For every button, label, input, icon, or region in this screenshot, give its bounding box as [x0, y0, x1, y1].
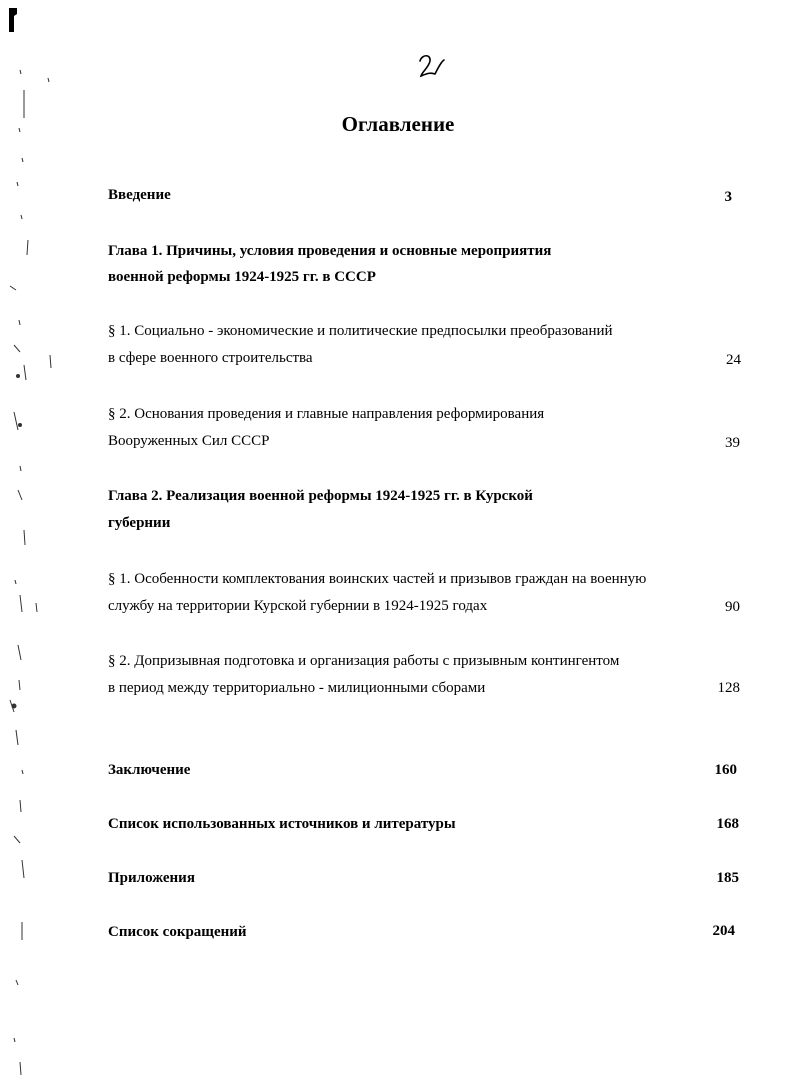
toc-chapter1-section1-page: 24 — [726, 352, 741, 368]
toc-chapter1-section2-line2: Вооруженных Сил СССР — [108, 433, 270, 449]
toc-chapter2-section2-line1: § 2. Допризывная подготовка и организация работы с призывным контингентом — [108, 653, 620, 669]
toc-abbreviations-page: 204 — [712, 923, 735, 939]
toc-chapter2-section1-page: 90 — [725, 599, 740, 615]
toc-chapter1-section2-line1: § 2. Основания проведения и главные направления реформирования — [108, 406, 545, 422]
toc-introduction-page: 3 — [724, 189, 732, 205]
handwritten-page-number — [416, 52, 446, 80]
toc-appendices-label: Приложения — [108, 870, 195, 886]
scan-corner-mark — [8, 8, 18, 32]
scan-edge-marks — [0, 0, 60, 1083]
toc-chapter2-section1-line1: § 1. Особенности комплектования воинских частей и призывов граждан на военную — [108, 571, 647, 587]
toc-conclusion-page: 160 — [714, 762, 737, 778]
toc-chapter1-section2-page: 39 — [725, 435, 740, 451]
toc-chapter2-section2-line2: в период между территориально - милиционными сборами — [108, 680, 486, 696]
toc-chapter2-section2-page: 128 — [717, 680, 740, 696]
page-title: Оглавление — [341, 112, 455, 136]
toc-chapter1-section1-line1: § 1. Социально - экономические и политические предпосылки преобразований — [108, 323, 613, 339]
toc-sources-label: Список использованных источников и литературы — [108, 816, 456, 832]
toc-abbreviations-label: Список сокращений — [108, 924, 247, 940]
toc-chapter1-title-line1: Глава 1. Причины, условия проведения и основные мероприятия — [108, 243, 552, 259]
toc-chapter2-title-line1: Глава 2. Реализация военной реформы 1924-1925 гг. в Курской — [108, 488, 533, 504]
toc-conclusion-label: Заключение — [108, 762, 191, 778]
toc-introduction-label: Введение — [108, 187, 171, 203]
toc-chapter2-section1-line2: службу на территории Курской губернии в 1924-1925 годах — [108, 598, 488, 614]
toc-appendices-page: 185 — [716, 870, 739, 886]
toc-chapter1-section1-line2: в сфере военного строительства — [108, 350, 313, 366]
toc-chapter1-title-line2: военной реформы 1924-1925 гг. в СССР — [108, 269, 376, 285]
toc-sources-page: 168 — [716, 816, 739, 832]
toc-chapter2-title-line2: губернии — [108, 515, 171, 531]
